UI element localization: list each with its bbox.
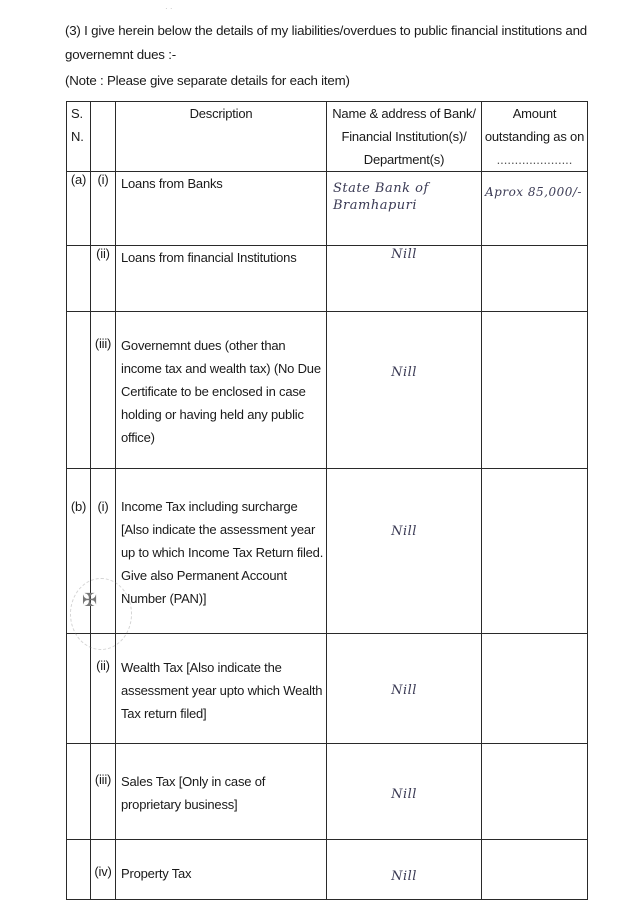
row-bank	[327, 469, 482, 634]
header-sn	[67, 102, 91, 172]
row-sn: (b)	[67, 469, 91, 634]
header-description: Description	[116, 102, 327, 172]
liabilities-table	[66, 101, 588, 900]
row-sub: (iv)	[91, 840, 116, 900]
row-amount	[482, 469, 588, 634]
table-row	[67, 840, 588, 900]
row-bank	[327, 312, 482, 469]
seal-emblem-icon: ✠	[82, 590, 98, 610]
row-description: Governemnt dues (other than income tax and wealth tax) (No Due Certificate to be enclosed in case holding or having held any public office)	[116, 312, 327, 469]
row-bank	[327, 840, 482, 900]
row-bank-handwritten: Nill	[391, 365, 417, 380]
row-bank-handwritten: Nill	[391, 524, 417, 539]
intro-paragraph: (3) I give herein below the details of my liabilities/overdues to public financial institutions and governemnt dues :-	[65, 23, 587, 62]
row-amount	[482, 634, 588, 744]
row-bank	[327, 634, 482, 744]
row-sn	[67, 840, 91, 900]
table-row	[67, 172, 588, 246]
row-amount	[482, 246, 588, 312]
row-description: Loans from Banks	[116, 172, 327, 246]
row-description: Wealth Tax [Also indicate the assessment year upto which Wealth Tax return filed]	[116, 634, 327, 744]
row-sn	[67, 744, 91, 840]
row-sub: (iii)	[91, 312, 116, 469]
row-amount	[482, 312, 588, 469]
row-bank	[327, 246, 482, 312]
row-sub: (iii)	[91, 744, 116, 840]
row-description: Loans from financial Institutions	[116, 246, 327, 312]
row-amount	[482, 172, 588, 246]
row-bank-handwritten: Nill	[391, 787, 417, 802]
header-bank: Name & address of Bank/ Financial Institution(s)/ Department(s)	[327, 102, 482, 172]
header-row	[67, 102, 588, 172]
row-sub: (ii)	[91, 246, 116, 312]
header-amount-date: .....................	[496, 152, 573, 167]
official-seal-icon	[70, 578, 132, 650]
header-amount	[482, 102, 588, 172]
row-sub: (ii)	[91, 634, 116, 744]
row-description: Sales Tax [Only in case of proprietary business]	[116, 744, 327, 840]
row-sn	[67, 634, 91, 744]
scan-mark: · ·	[165, 4, 173, 13]
table-row	[67, 469, 588, 634]
table-row	[67, 312, 588, 469]
row-bank-handwritten: Nill	[391, 247, 417, 262]
note-text: (Note : Please give separate details for each item)	[65, 73, 350, 88]
row-bank-handwritten: State Bank of Bramhapuri	[333, 181, 429, 213]
row-amount	[482, 744, 588, 840]
table-row	[67, 246, 588, 312]
row-sn	[67, 312, 91, 469]
row-bank	[327, 744, 482, 840]
row-bank	[327, 172, 482, 246]
row-description: Property Tax	[116, 840, 327, 900]
row-bank-handwritten: Nill	[391, 869, 417, 884]
table-row	[67, 634, 588, 744]
row-sn: (a)	[67, 172, 91, 246]
table-row	[67, 744, 588, 840]
header-amount-label: Amount outstanding as on	[484, 106, 585, 144]
row-bank-handwritten: Nill	[391, 683, 417, 698]
row-sub: (i)	[91, 172, 116, 246]
row-sub: (i)	[91, 469, 116, 634]
row-sn	[67, 246, 91, 312]
row-amount	[482, 840, 588, 900]
row-amount-handwritten: Aprox 85,000/-	[485, 185, 582, 199]
header-sn-label: S. N.	[71, 106, 84, 144]
header-sub	[91, 102, 116, 172]
row-description: Income Tax including surcharge [Also indicate the assessment year up to which Income Tax Return filed. Give also Permanent Account Number (PAN)]	[116, 469, 327, 634]
